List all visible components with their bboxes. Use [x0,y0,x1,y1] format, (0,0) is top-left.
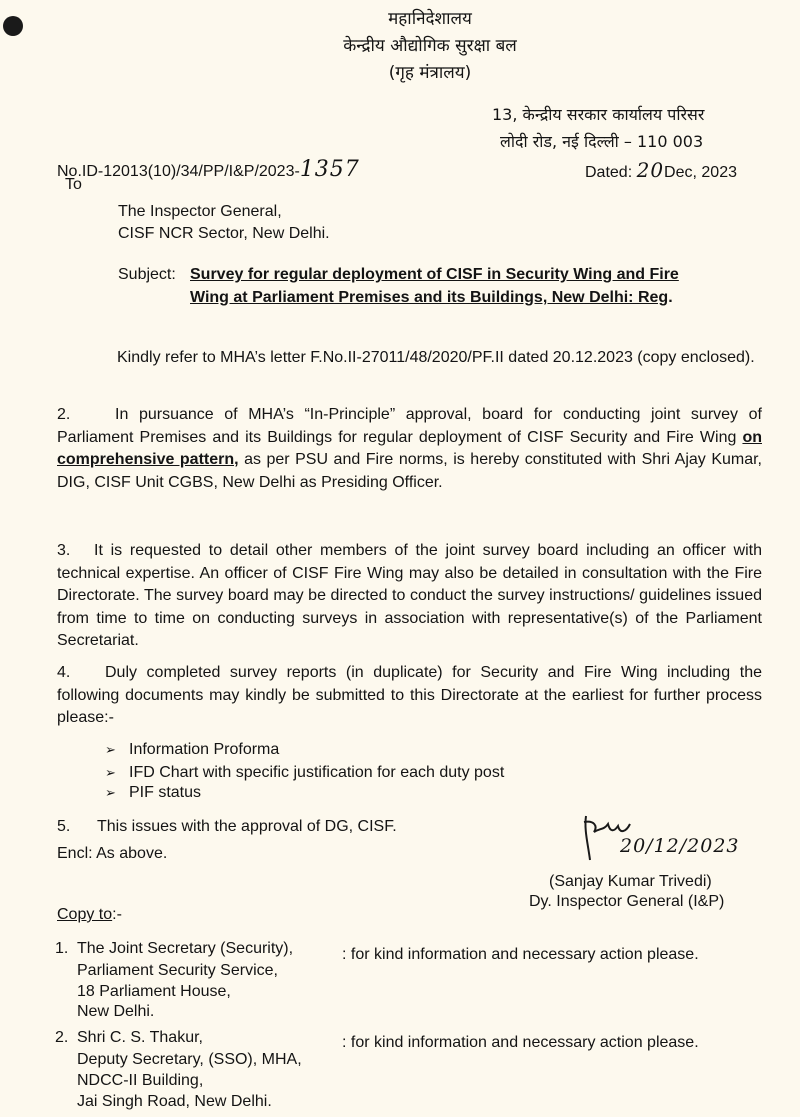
subject-line-1: Survey for regular deployment of CISF in Security Wing and Fire [190,266,679,283]
paragraph-5 [57,818,397,836]
subject-end: . [668,289,673,306]
copy-item-2-line-4: Jai Singh Road, New Delhi. [77,1093,272,1110]
addressee-line-2: CISF NCR Sector, New Delhi. [118,225,330,242]
paragraph-3 [57,540,762,653]
paragraph-4-text: Duly completed survey reports (in duplicate) for Security and Fire Wing including the following documents may kindly be submitted to this Directorate at the earliest for further process please:- [57,664,762,726]
arrow-bullet-icon: ➢ [105,765,116,780]
paragraph-2-text-b: as per PSU and Fire norms, is hereby constituted with Shri Ajay Kumar, DIG, CISF Unit CGBS, New Delhi as Presiding Officer. [57,451,763,491]
paragraph-2-emphasis: on comprehensive pattern, [57,428,762,468]
dated-handwritten-day: 20 [636,158,665,182]
to-label: To [65,176,82,193]
paragraph-2-text-a: In pursuance of MHA’s “In-Principle” approval, board for conducting joint survey of Parliament Premises and its Buildings for regular deployment of CISF Security and Fire Wing [57,406,762,446]
reference-number [57,157,360,182]
list-item [105,784,201,802]
paragraph-2-number: 2. [57,406,71,423]
reference-number-handwritten: 1357 [299,157,360,182]
copy-item-2-line-2: Deputy Secretary, (SSO), MHA, [77,1051,302,1068]
paragraph-5-text: This issues with the approval of DG, CISF. [97,818,397,835]
copy-item-1-action: : for kind information and necessary action please. [342,946,699,963]
copy-to-heading [57,906,122,924]
dated-month-year: Dec, 2023 [664,164,737,181]
list-item [105,741,279,759]
paragraph-1: Kindly refer to MHA’s letter F.No.II-27011/48/2020/PF.II dated 20.12.2023 (copy enclosed). [117,349,755,366]
addressee-line-1: The Inspector General, [118,203,282,220]
subject-line-2-wrap [190,289,673,307]
paragraph-3-number: 3. [57,542,71,559]
copy-item-1-line-4: New Delhi. [77,1003,155,1020]
bullet-text-2: IFD Chart with specific justification for each duty post [129,764,505,781]
copy-to-suffix: :- [112,906,122,923]
copy-item-1-line-3: 18 Parliament House, [77,983,231,1000]
enclosure-note: Encl: As above. [57,845,168,862]
signature-date: 20/12/2023 [620,835,740,857]
arrow-bullet-icon: ➢ [105,785,116,800]
bullet-text-3: PIF status [129,784,202,801]
paragraph-4-number: 4. [57,664,71,681]
address-line-1: 13, केन्द्रीय सरकार कार्यालय परिसर [492,105,705,124]
copy-item-1-number: 1. [55,940,69,957]
paragraph-2 [57,404,762,494]
copy-to-label: Copy to [57,906,113,923]
copy-item-1-line-2: Parliament Security Service, [77,962,278,979]
subject-line-2: Wing at Parliament Premises and its Buildings, New Delhi: Reg [190,289,669,306]
subject-label: Subject: [118,266,176,283]
signatory-name: (Sanjay Kumar Trivedi) [549,873,712,890]
arrow-bullet-icon: ➢ [105,742,116,757]
list-item [105,764,504,782]
paragraph-5-number: 5. [57,818,71,835]
copy-item-1-line-1: The Joint Secretary (Security), [77,940,294,957]
dated-line [585,158,737,182]
paragraph-3-text: It is requested to detail other members of the joint survey board including an officer with technical expertise. An officer of CISF Fire Wing may also be detailed in consultation with the Fire Directorate. The survey board may be directed to conduct the survey instructions/ guidelines issued from time to time on conducting surveys in association with representative(s) of the Parliament Secretariat. [57,542,762,649]
punch-hole-mark [3,16,23,36]
address-line-2: लोदी रोड, नई दिल्ली – 110 003 [500,132,704,151]
copy-item-2-line-1: Shri C. S. Thakur, [77,1029,203,1046]
signatory-designation: Dy. Inspector General (I&P) [529,893,725,910]
copy-item-2-line-3: NDCC-II Building, [77,1072,204,1089]
copy-item-2-number: 2. [55,1029,69,1046]
header-organisation: केन्द्रीय औद्योगिक सुरक्षा बल [343,36,517,56]
copy-item-2-action: : for kind information and necessary action please. [342,1034,699,1051]
reference-number-text: No.ID-12013(10)/34/PP/I&P/2023- [57,163,300,180]
dated-label: Dated: [585,164,633,181]
header-directorate: महानिदेशालय [388,9,472,29]
bullet-text-1: Information Proforma [129,741,280,758]
header-ministry: (गृह मंत्रालय) [388,63,472,83]
paragraph-4 [57,662,762,730]
